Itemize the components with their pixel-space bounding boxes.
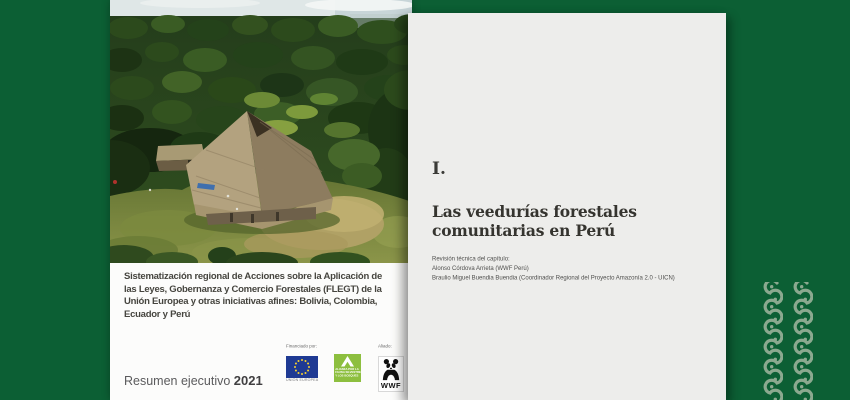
wwf-wordmark: WWF [380, 381, 402, 390]
cover-title [124, 271, 382, 321]
squiggle-pattern [761, 282, 783, 400]
cover-title-line: Sistematización regional de Acciones sobre la Aplicación de [124, 271, 383, 282]
edition-label: Resumen ejecutivo [124, 374, 231, 388]
alliance-arrow-icon [334, 355, 361, 368]
cover-title-line: las Leyes, Gobernanza y Comercio Forestales (FLEGT) de la [124, 283, 382, 295]
edition-text [124, 373, 263, 388]
cover-photo [110, 0, 412, 263]
chapter-credits [432, 254, 675, 283]
alliance-logo [334, 354, 361, 382]
cover-title-line: Unión Europea y otras iniciativas afines: Bolivia, Colombia, [124, 296, 378, 308]
edition-year: 2021 [233, 373, 263, 388]
credits-line: Revisión técnica del capítulo: [432, 255, 510, 262]
eu-flag-caption: UNIÓN EUROPEA [286, 378, 319, 382]
cover-title-line: Ecuador y Perú [124, 308, 191, 320]
credits-line: Alonso Córdova Arrieta (WWF Perú) [432, 264, 529, 272]
squiggle-pattern [791, 282, 813, 400]
chapter-title [432, 202, 637, 240]
eu-flag-icon [286, 356, 318, 378]
chapter-title-line: comunitarias en Perú [432, 221, 616, 240]
chapter-number: I. [432, 159, 446, 179]
chapter-page [408, 13, 726, 400]
funded-by-label: Financiado por: [286, 344, 318, 349]
ally-label: Aliado: [378, 344, 392, 349]
credits-line: Braulio Miguel Buendia Buendia (Coordinador Regional del Proyecto Amazonía 2.0 - UICN) [432, 274, 675, 281]
wwf-logo [378, 356, 404, 392]
chapter-title-line: Las veedurías forestales [432, 202, 637, 221]
panda-icon [379, 357, 403, 382]
wwf-logo-block [378, 344, 409, 392]
cover-page [110, 0, 412, 400]
alliance-logo-text: ALIANZA POR LA FAUNA SILVESTRE Y LOS BOSQUES [335, 368, 361, 378]
